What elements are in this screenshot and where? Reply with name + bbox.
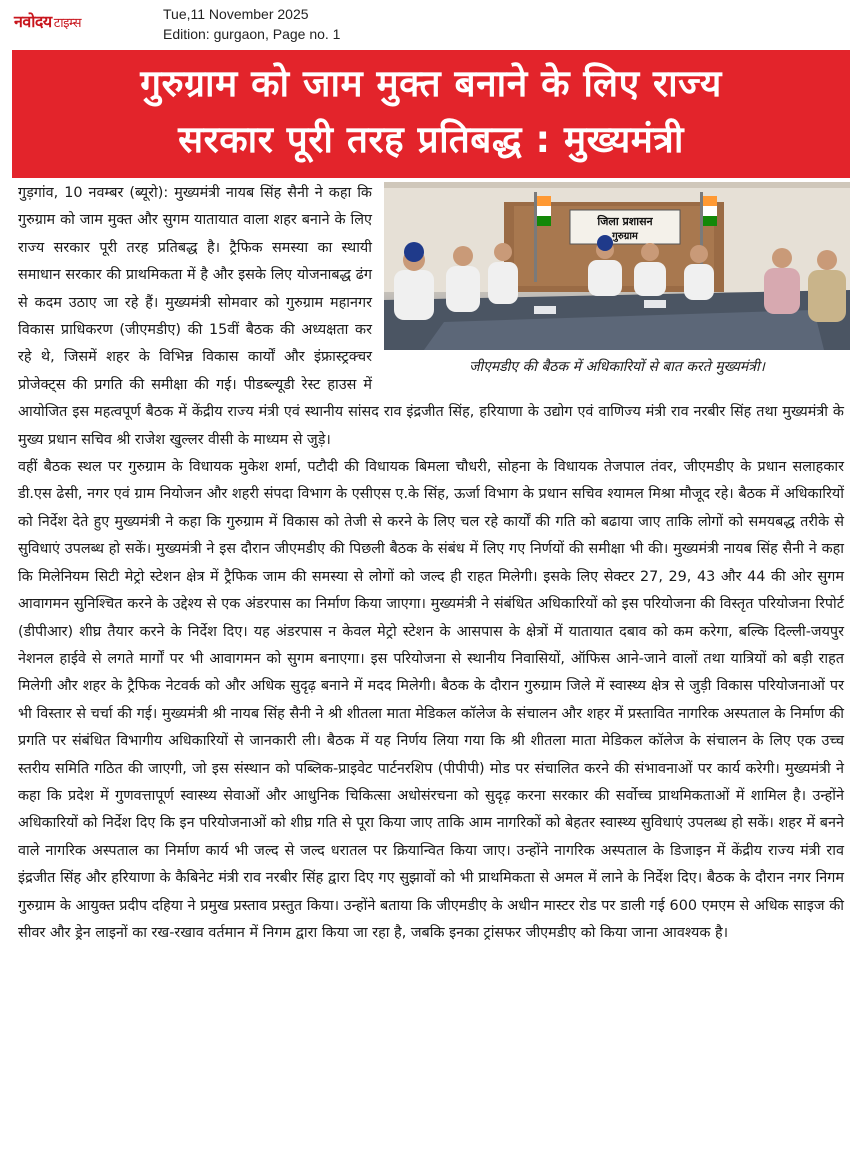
meeting-photo xyxy=(384,182,850,350)
article-paragraph-1: गुड़गांव, 10 नवम्बर (ब्यूरो): मुख्यमंत्री नायब सिंह सैनी ने कहा कि गुरुग्राम को जाम मुक्त और सुगम यातायात वाला शहर बनाने के लिए राज्य सरकार पूरी तरह प्रतिबद्ध है। ट्रैफिक समस्या का स्थायी समाधान सरकार की प्राथमिकता में है और इसके लिए योजनाबद्ध ढंग से कदम उठाए जा रहे हैं। मुख्यमंत्री सोमवार को गुरुग्राम महानगर विकास प्राधिकरण (जीएमडीए) की 15वीं बैठक की अध्यक्षता कर रहे थे, जिसमें शहर के विभिन्न विकास कार्यों और इंफ्रास्ट्रक्चर प्रोजेक्ट्स की प्रगति की समीक्षा की गई। पीडब्ल्यूडी रेस्ट हाउस में आयोजित इस महत्वपूर्ण बैठक में केंद्रीय राज्य मंत्री एवं स्थानीय सांसद राव इंद्रजीत सिंह, हरियाणा के उद्योग एवं वाणिज्य मंत्री राव नरबीर सिंह तथा मुख्यमंत्री के मुख्य प्रधान सचिव श्री राजेश खुल्लर वीसी के माध्यम से जुड़े। xyxy=(18,185,844,448)
publish-date: Tue,11 November 2025 xyxy=(163,6,309,22)
edition-info xyxy=(163,4,340,44)
newspaper-logo[interactable] xyxy=(14,10,81,32)
headline-banner xyxy=(12,50,850,178)
news-figure xyxy=(384,182,850,380)
edition-page: Edition: gurgaon, Page no. 1 xyxy=(163,26,341,42)
logo-main: नवोदय xyxy=(14,12,52,31)
sign-line-1: जिला प्रशासन xyxy=(597,215,653,228)
photo-caption: जीएमडीए की बैठक में अधिकारियों से बात करते मुख्यमंत्री। xyxy=(469,359,765,375)
article-paragraph-2: वहीं बैठक स्थल पर गुरुग्राम के विधायक मुकेश शर्मा, पटौदी की विधायक बिमला चौधरी, सोहना के विधायक तेजपाल तंवर, जीएमडीए के प्रधान सलाहकार डी.एस ढेसी, नगर एवं ग्राम नियोजन और शहरी संपदा विभाग के एसीएस ए.के सिंह, ऊर्जा विभाग के प्रधान सचिव श्यामल मिश्रा मौजूद रहे। बैठक में अधिकारियों को निर्देश देते हुए मुख्यमंत्री ने कहा कि गुरुग्राम में विकास को तेजी से करने के लिए चल रहे कार्यों की गति को बढाया जाए ताकि लोगों को समयबद्ध तरीके से सुविधाएं उपलब्ध हो सकें। मुख्यमंत्री ने इस दौरान जीएमडीए की पिछली बैठक के संबंध में लिए गए निर्णयों की समीक्षा भी की। मुख्यमंत्री नायब सिंह सैनी ने कहा कि मिलेनियम सिटी मेट्रो स्टेशन क्षेत्र में ट्रैफिक जाम की समस्या से लोगों को जल्द ही राहत मिलेगी। इसके लिए सेक्टर 27, 29, 43 और 44 की ओर सुगम आवागमन सुनिश्चित करने के उद्देश्य से एक अंडरपास का निर्माण किया जाएगा। मुख्यमंत्री ने संबंधित अधिकारियों को इस परियोजना की विस्तृत परियोजना रिपोर्ट (डीपीआर) शीघ्र तैयार करने के निर्देश दिए। यह अंडरपास न केवल मेट्रो स्टेशन के आसपास के क्षेत्रों में यातायात दबाव को कम करेगा, बल्कि दिल्ली-जयपुर नेशनल हाईवे से लगते मार्गों पर भी आवागमन को सुगम बनाएगा। इस परियोजना से स्थानीय निवासियों, ऑफिस आने-जाने वालों तथा यात्रियों को बड़ी राहत मिलेगी और शहर के ट्रैफिक नेटवर्क को और अधिक सुदृढ़ बनाने में मदद मिलेगी। बैठक के दौरान गुरुग्राम जिले में स्वास्थ्य क्षेत्र से जुड़ी विकास परियोजनाओं पर भी विस्तार से चर्चा की गई। मुख्यमंत्री श्री नायब सिंह सैनी ने श्री शीतला माता मेडिकल कॉलेज के संचालन और शहर में प्रस्तावित नागरिक अस्पताल के निर्माण की प्रगति पर संबंधित विभागीय अधिकारियों से जानकारी ली। बैठक में यह निर्णय लिया गया कि श्री शीतला माता मेडिकल कॉलेज के संचालन के लिए एक उच्च स्तरीय समिति गठित की जाएगी, जो इस संस्थान को पब्लिक-प्राइवेट पार्टनरशिप (पीपीपी) मोड पर संचालित करने की संभावनाओं पर कार्य करेगी। मुख्यमंत्री ने कहा कि प्रदेश में गुणवत्तापूर्ण स्वास्थ्य सेवाओं और आधुनिक चिकित्सा अधोसंरचना को सुदृढ़ करना सरकार की सर्वोच्च प्राथमिकताओं में शामिल है। उन्होंने अधिकारियों को निर्देश दिए कि इन परियोजनाओं को शीघ्र गति से पूरा किया जाए ताकि आम नागरिकों को बेहतर स्वास्थ्य सुविधाएं उपलब्ध हो सकें। शहर में बनने वाले नागरिक अस्पताल का निर्माण कार्य भी जल्द से जल्द धरातल पर क्रियान्वित किया जाए। उन्होंने नागरिक अस्पताल के डिजाइन में केंद्रीय राज्य मंत्री राव इंद्रजीत सिंह और हरियाणा के कैबिनेट मंत्री राव नरबीर सिंह द्वारा दिए गए सुझावों को भी प्राथमिकता से अमल में लाने के निर्देश दिए। बैठक के दौरान नगर निगम गुरुग्राम के आयुक्त प्रदीप दहिया ने प्रमुख प्रस्ताव प्रस्तुत किया। उन्होंने बताया कि जीएमडीए के अधीन मास्टर रोड पर डाली गई 600 एमएम से अधिक साइज की सीवर और ड्रेन लाइनों का रख-रखाव वर्तमान में निगम द्वारा किया जा रहा है, जबकि इनका ट्रांसफर जीएमडीए को किया जाना आवश्यक है। xyxy=(18,459,844,941)
headline-line-1: गुरुग्राम को जाम मुक्त बनाने के लिए राज्य xyxy=(140,62,722,105)
sign-line-2: गुरुग्राम xyxy=(612,231,638,242)
logo-sub: टाइम्स xyxy=(53,16,82,31)
meeting-photo-illustration xyxy=(384,182,850,350)
article-body xyxy=(18,180,844,947)
masthead xyxy=(0,0,864,48)
headline-line-2: सरकार पूरी तरह प्रतिबद्ध : मुख्यमंत्री xyxy=(178,118,684,161)
